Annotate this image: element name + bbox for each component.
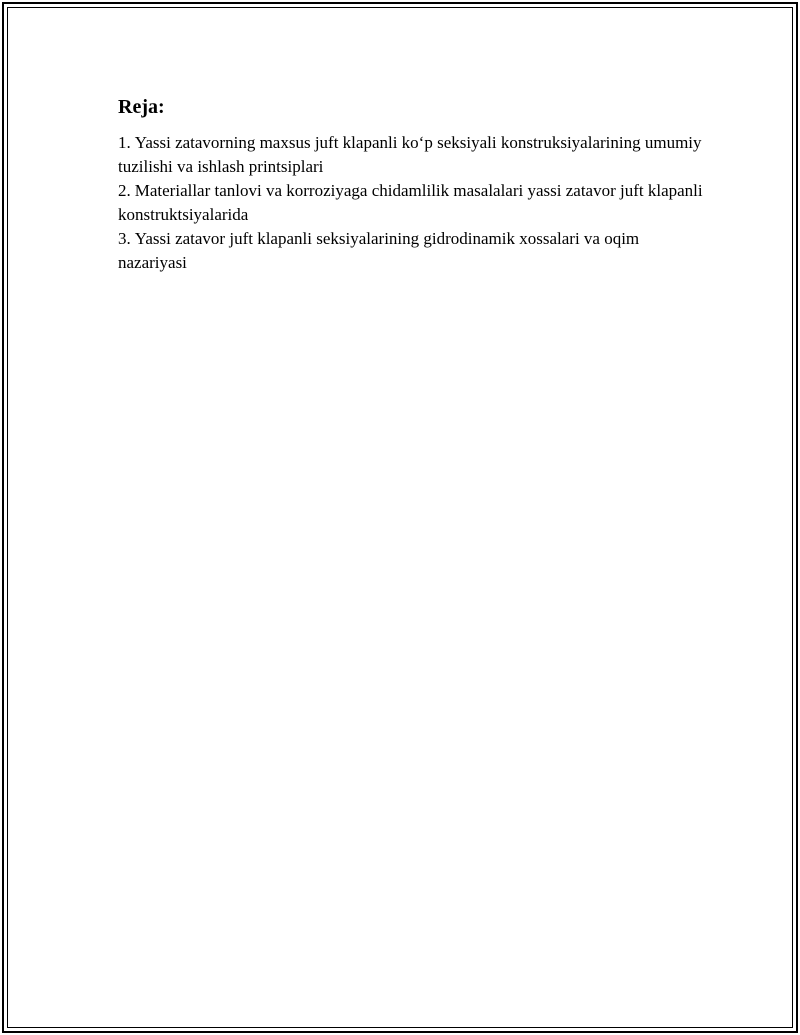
plan-item-3 <box>118 227 708 275</box>
plan-item-number: 3. <box>118 229 131 248</box>
plan-item-2 <box>118 179 708 227</box>
plan-item-text: Yassi zatavorning maxsus juft klapanli ko‘p seksiyali konstruksiyalarining umumiy tuzilishi va ishlash printsiplari <box>118 133 702 176</box>
plan-item-number: 2. <box>118 181 131 200</box>
plan-item-text: Materiallar tanlovi va korroziyaga chidamlilik masalalari yassi zatavor juft klapanli konstruktsiyalarida <box>118 181 703 224</box>
plan-item-number: 1. <box>118 133 131 152</box>
plan-item-1 <box>118 131 708 179</box>
plan-item-text: Yassi zatavor juft klapanli seksiyalarining gidrodinamik xossalari va oqim nazariyasi <box>118 229 640 272</box>
plan-list <box>118 131 708 275</box>
page-content <box>118 93 708 275</box>
plan-heading: Reja: <box>118 96 165 118</box>
